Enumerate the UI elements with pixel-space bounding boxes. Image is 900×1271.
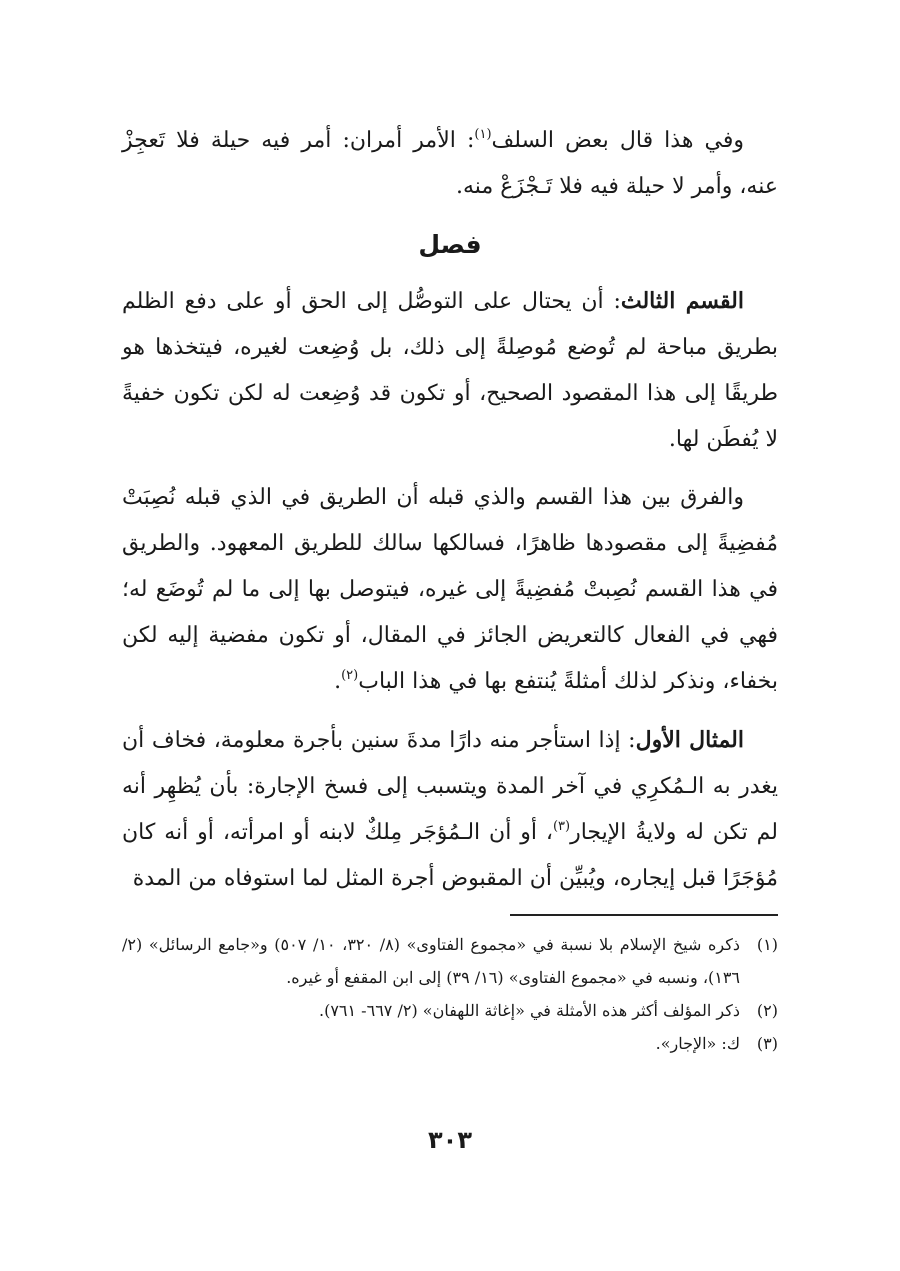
footnote-marker: (١) — [756, 935, 778, 954]
paragraph-text: وفي هذا قال بعض السلف — [491, 128, 745, 153]
paragraph-text: : إذا استأجر منه دارًا مدةَ سنين بأجرة معلومة، فخاف أن يغدر به الـمُكرِي في آخر المدة ويتسبب إلى فسخ الإجارة: بأن يُظهِر أنه لم تكن له ولايةُ الإيجار — [122, 728, 778, 845]
footnote-ref-3[interactable]: (٣) — [552, 819, 571, 834]
footnote-marker: (٣) — [756, 1034, 778, 1053]
paragraph-text: : أن يحتال على التوصُّل إلى الحق أو على دفع الظلم بطريق مباحة لم تُوضع مُوصِلةً إلى ذلك، بل وُضِعت لغيره، فيتخذها هو طريقًا إلى هذا المقصود الصحيح، أو تكون قد وُضِعت له لكن تكون خفيةً لا يُفطَن لها. — [122, 289, 778, 452]
footnote-marker: (٢) — [756, 1001, 778, 1020]
paragraph-lead: القسم الثالث — [620, 288, 744, 314]
footnote-ref-2[interactable]: (٢) — [341, 668, 359, 683]
paragraph-first-example — [122, 717, 778, 902]
footnote-text: ك: «الإجار». — [655, 1034, 740, 1053]
paragraph-difference — [122, 475, 778, 705]
paragraph-salaf-saying — [122, 118, 778, 210]
paragraph-text: . — [334, 669, 342, 694]
footnote-ref-1[interactable]: (١) — [474, 127, 492, 142]
page-number: ٣٠٣ — [428, 1126, 472, 1154]
footnote-divider — [510, 914, 778, 916]
footnote-item — [122, 994, 778, 1027]
footnote-text: ذكر المؤلف أكثر هذه الأمثلة في «إغاثة اللهفان» (٢/ ٦٦٧- ٧٦١). — [318, 1001, 740, 1020]
footnote-text: ذكره شيخ الإسلام بلا نسبة في «مجموع الفتاوى» (٨/ ٣٢٠، ١٠/ ٥٠٧) و«جامع الرسائل» (٢/ ١٣٦)، ونسبه في «مجموع الفتاوى» (١٦/ ٣٩) إلى ابن المقفع أو غيره. — [122, 935, 740, 987]
section-heading: فصل — [418, 230, 482, 259]
paragraph-text: والفرق بين هذا القسم والذي قبله أن الطريق في الذي قبله نُصِبَتْ مُفضِيةً إلى مقصودها ظاهرًا، فسالكها سالك للطريق المعهود. والطريق في هذا القسم نُصِبتْ مُفضِيةً إلى غيره، فيتوصل بها إلى ما لم تُوضَع له؛ فهي في الفعال كالتعريض الجائز في المقال، أو تكون مفضية إليه لكن بخفاء، ونذكر لذلك أمثلةً يُنتفع بها في هذا الباب — [122, 485, 778, 694]
footnotes — [122, 928, 778, 1060]
paragraph-third-section — [122, 278, 778, 463]
paragraph-lead: المثال الأول — [635, 727, 744, 753]
footnote-item — [122, 928, 778, 994]
paragraph-text: ، أو أن الـمُؤجَر مِلكٌ لابنه أو امرأته، أو أنه كان مُؤجَرًا قبل إيجاره، ويُبيِّن أن المقبوض أجرة المثل لما استوفاه من المدة — [122, 820, 778, 891]
footnote-item — [122, 1027, 778, 1060]
paragraph-text: : الأمر أمران: أمر فيه حيلة فلا تَعجِزْ عنه، وأمر لا حيلة فيه فلا تَـجْزَعْ منه. — [122, 128, 778, 199]
main-text — [122, 118, 778, 914]
